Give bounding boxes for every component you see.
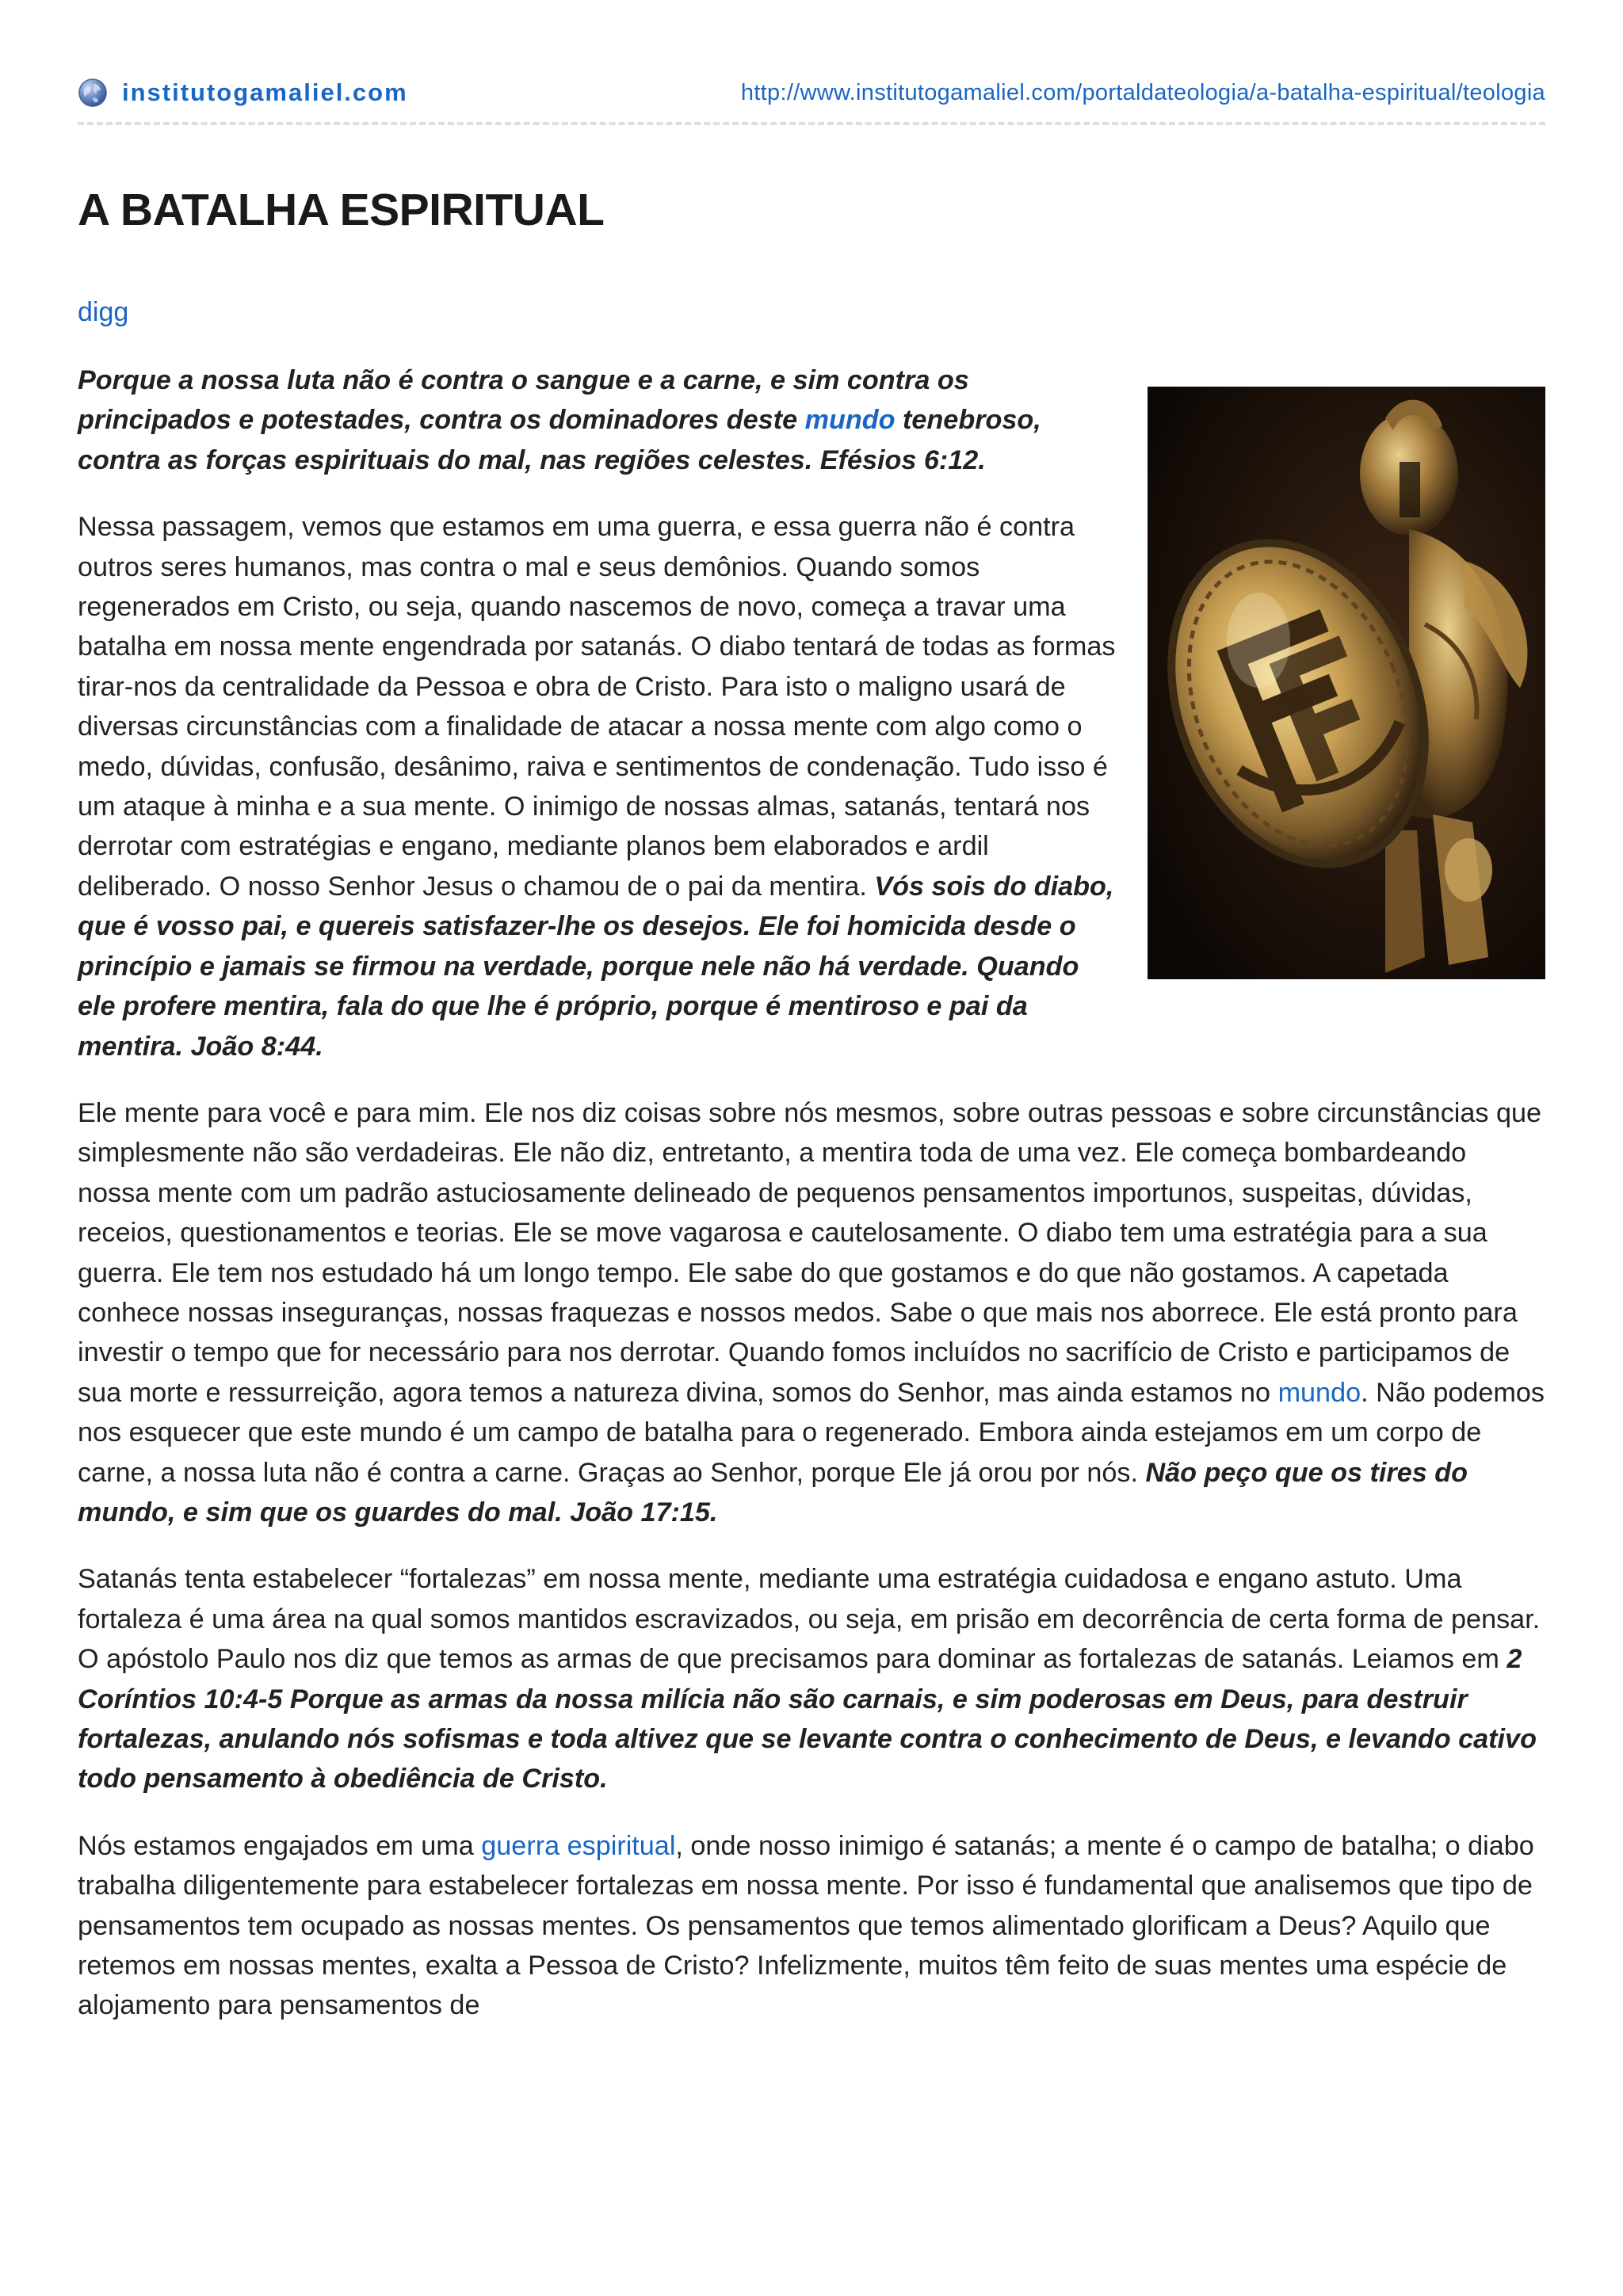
paragraph-4 (78, 1559, 1545, 1798)
paragraph-5 (78, 1826, 1545, 2026)
site-name-link[interactable]: institutogamaliel.com (122, 78, 408, 106)
paragraph-4-text: Satanás tenta estabelecer “fortalezas” em nossa mente, mediante uma estratégia cuidadosa e engano astuto. Uma fortaleza é uma área na qual somos mantidos escravizados, ou seja, em prisão em decorrência de certa forma de pensar. O apóstolo Paulo nos diz que temos as armas de que precisamos para dominar as fortalezas de satanás. Leiamos em (78, 1564, 1541, 1675)
article-title: A BATALHA ESPIRITUAL (78, 185, 605, 235)
document-page (78, 71, 1545, 2021)
mundo-link-2[interactable]: mundo (1277, 1377, 1361, 1408)
paragraph-2-text: Nessa passagem, vemos que estamos em uma guerra, e essa guerra não é contra outros seres humanos, mas contra o mal e seus demônios. Quando somos regenerados em Cristo, ou seja, quando nascemos de novo, começa a travar uma batalha em nossa mente engendrada por satanás. O diabo tentará de todas as formas tirar-nos da centralidade da Pessoa e obra de Cristo. Para isto o maligno usará de diversas circunstâncias com a finalidade de atacar a nossa mente com algo como o medo, dúvidas, confusão, desânimo, raiva e sentimentos de condenação. Tudo isso é um ataque à minha e a sua mente. O inimigo de nossas almas, satanás, tentará nos derrotar com estratégias e engano, mediante planos bem elaborados e ardil deliberado. O nosso Senhor Jesus o chamou de o pai da mentira. (78, 512, 1116, 902)
paragraph-3-quote: Não peço que os tires do mundo, e sim que os guardes do mal. João 17:15. (78, 1457, 1468, 1527)
paragraph-3-text: Ele mente para você e para mim. Ele nos diz coisas sobre nós mesmos, sobre outras pessoas e sobre circunstâncias que simplesmente não são verdadeiras. Ele não diz, entretanto, a mentira toda de uma vez. Ele começa bombardeando nossa mente com um padrão astuciosamente delineado de pequenos pensamentos importunos, suspeitas, dúvidas, receios, questionamentos e teorias. Ele se move vagarosa e cautelosamente. O diabo tem uma estratégia para a sua guerra. Ele tem nos estudado há um longo tempo. Ele sabe do que gostamos e do que não gostamos. A capetada conhece nossas inseguranças, nossas fraquezas e nossos medos. Sabe o que mais nos aborrece. Ele está pronto para investir o tempo que for necessário para nos derrotar. Quando fomos incluídos no sacrifício de Cristo e participamos de sua morte e ressurreição, agora temos a natureza divina, somos do Senhor, mas ainda estamos no (78, 1097, 1542, 1408)
page-url-link[interactable]: http://www.institutogamaliel.com/portaldateologia/a-batalha-espiritual/teologia (740, 80, 1545, 105)
article-body (78, 360, 1545, 2053)
paragraph-2-quote: Vós sois do diabo, que é vosso pai, e quereis satisfazer-lhe os desejos. Ele foi homicida desde o princípio e jamais se firmou na verdade, porque nele não há verdade. Quando ele profere mentira, fala do que lhe é próprio, porque é mentiroso e pai da mentira. João 8:44. (78, 871, 1114, 1062)
paragraph-1-text-b: tenebroso, contra as forças espirituais do mal, nas regiões celestes. Efésios 6:12. (78, 405, 1041, 475)
guerra-espiritual-link[interactable]: guerra espiritual (481, 1830, 676, 1861)
paragraph-5-text-2: , onde nosso inimigo é satanás; a mente é o campo de batalha; o diabo trabalha diligentemente para estabelecer fortalezas em nossa mente. Por isso é fundamental que analisemos que tipo de pensamentos tem ocupado as nossas mentes. Os pensamentos que temos alimentado glorificam a Deus? Aquilo que retemos em nossas mentes, exalta a Pessoa de Cristo? Infelizmente, muitos têm feito de suas mentes uma espécie de alojamento para pensamentos de (78, 1830, 1534, 2021)
paragraph-3 (78, 1093, 1545, 1532)
warrior-with-shield-image (1148, 387, 1545, 979)
page-header (78, 71, 1545, 119)
paragraph-3-text-2: . Não podemos nos esquecer que este mundo é um campo de batalha para o regenerado. Embora ainda estejamos em um corpo de carne, a nossa luta não é contra a carne. Graças ao Senhor, porque Ele já orou por nós. (78, 1377, 1545, 1488)
paragraph-4-quote: 2 Coríntios 10:4-5 Porque as armas da nossa milícia não são carnais, e sim poderosas em Deus, para destruir fortalezas, anulando nós sofismas e toda altivez que se levante contra o conhecimento de Deus, e levando cativo todo pensamento à obediência de Cristo. (78, 1644, 1537, 1794)
header-divider (78, 122, 1545, 125)
digg-link[interactable]: digg (78, 297, 129, 327)
paragraph-1-text-a: Porque a nossa luta não é contra o sangue e a carne, e sim contra os principados e potestades, contra os dominadores deste (78, 365, 969, 436)
globe-icon (78, 78, 108, 108)
mundo-link-1[interactable]: mundo (804, 405, 896, 436)
paragraph-5-text: Nós estamos engajados em uma (78, 1830, 482, 1861)
